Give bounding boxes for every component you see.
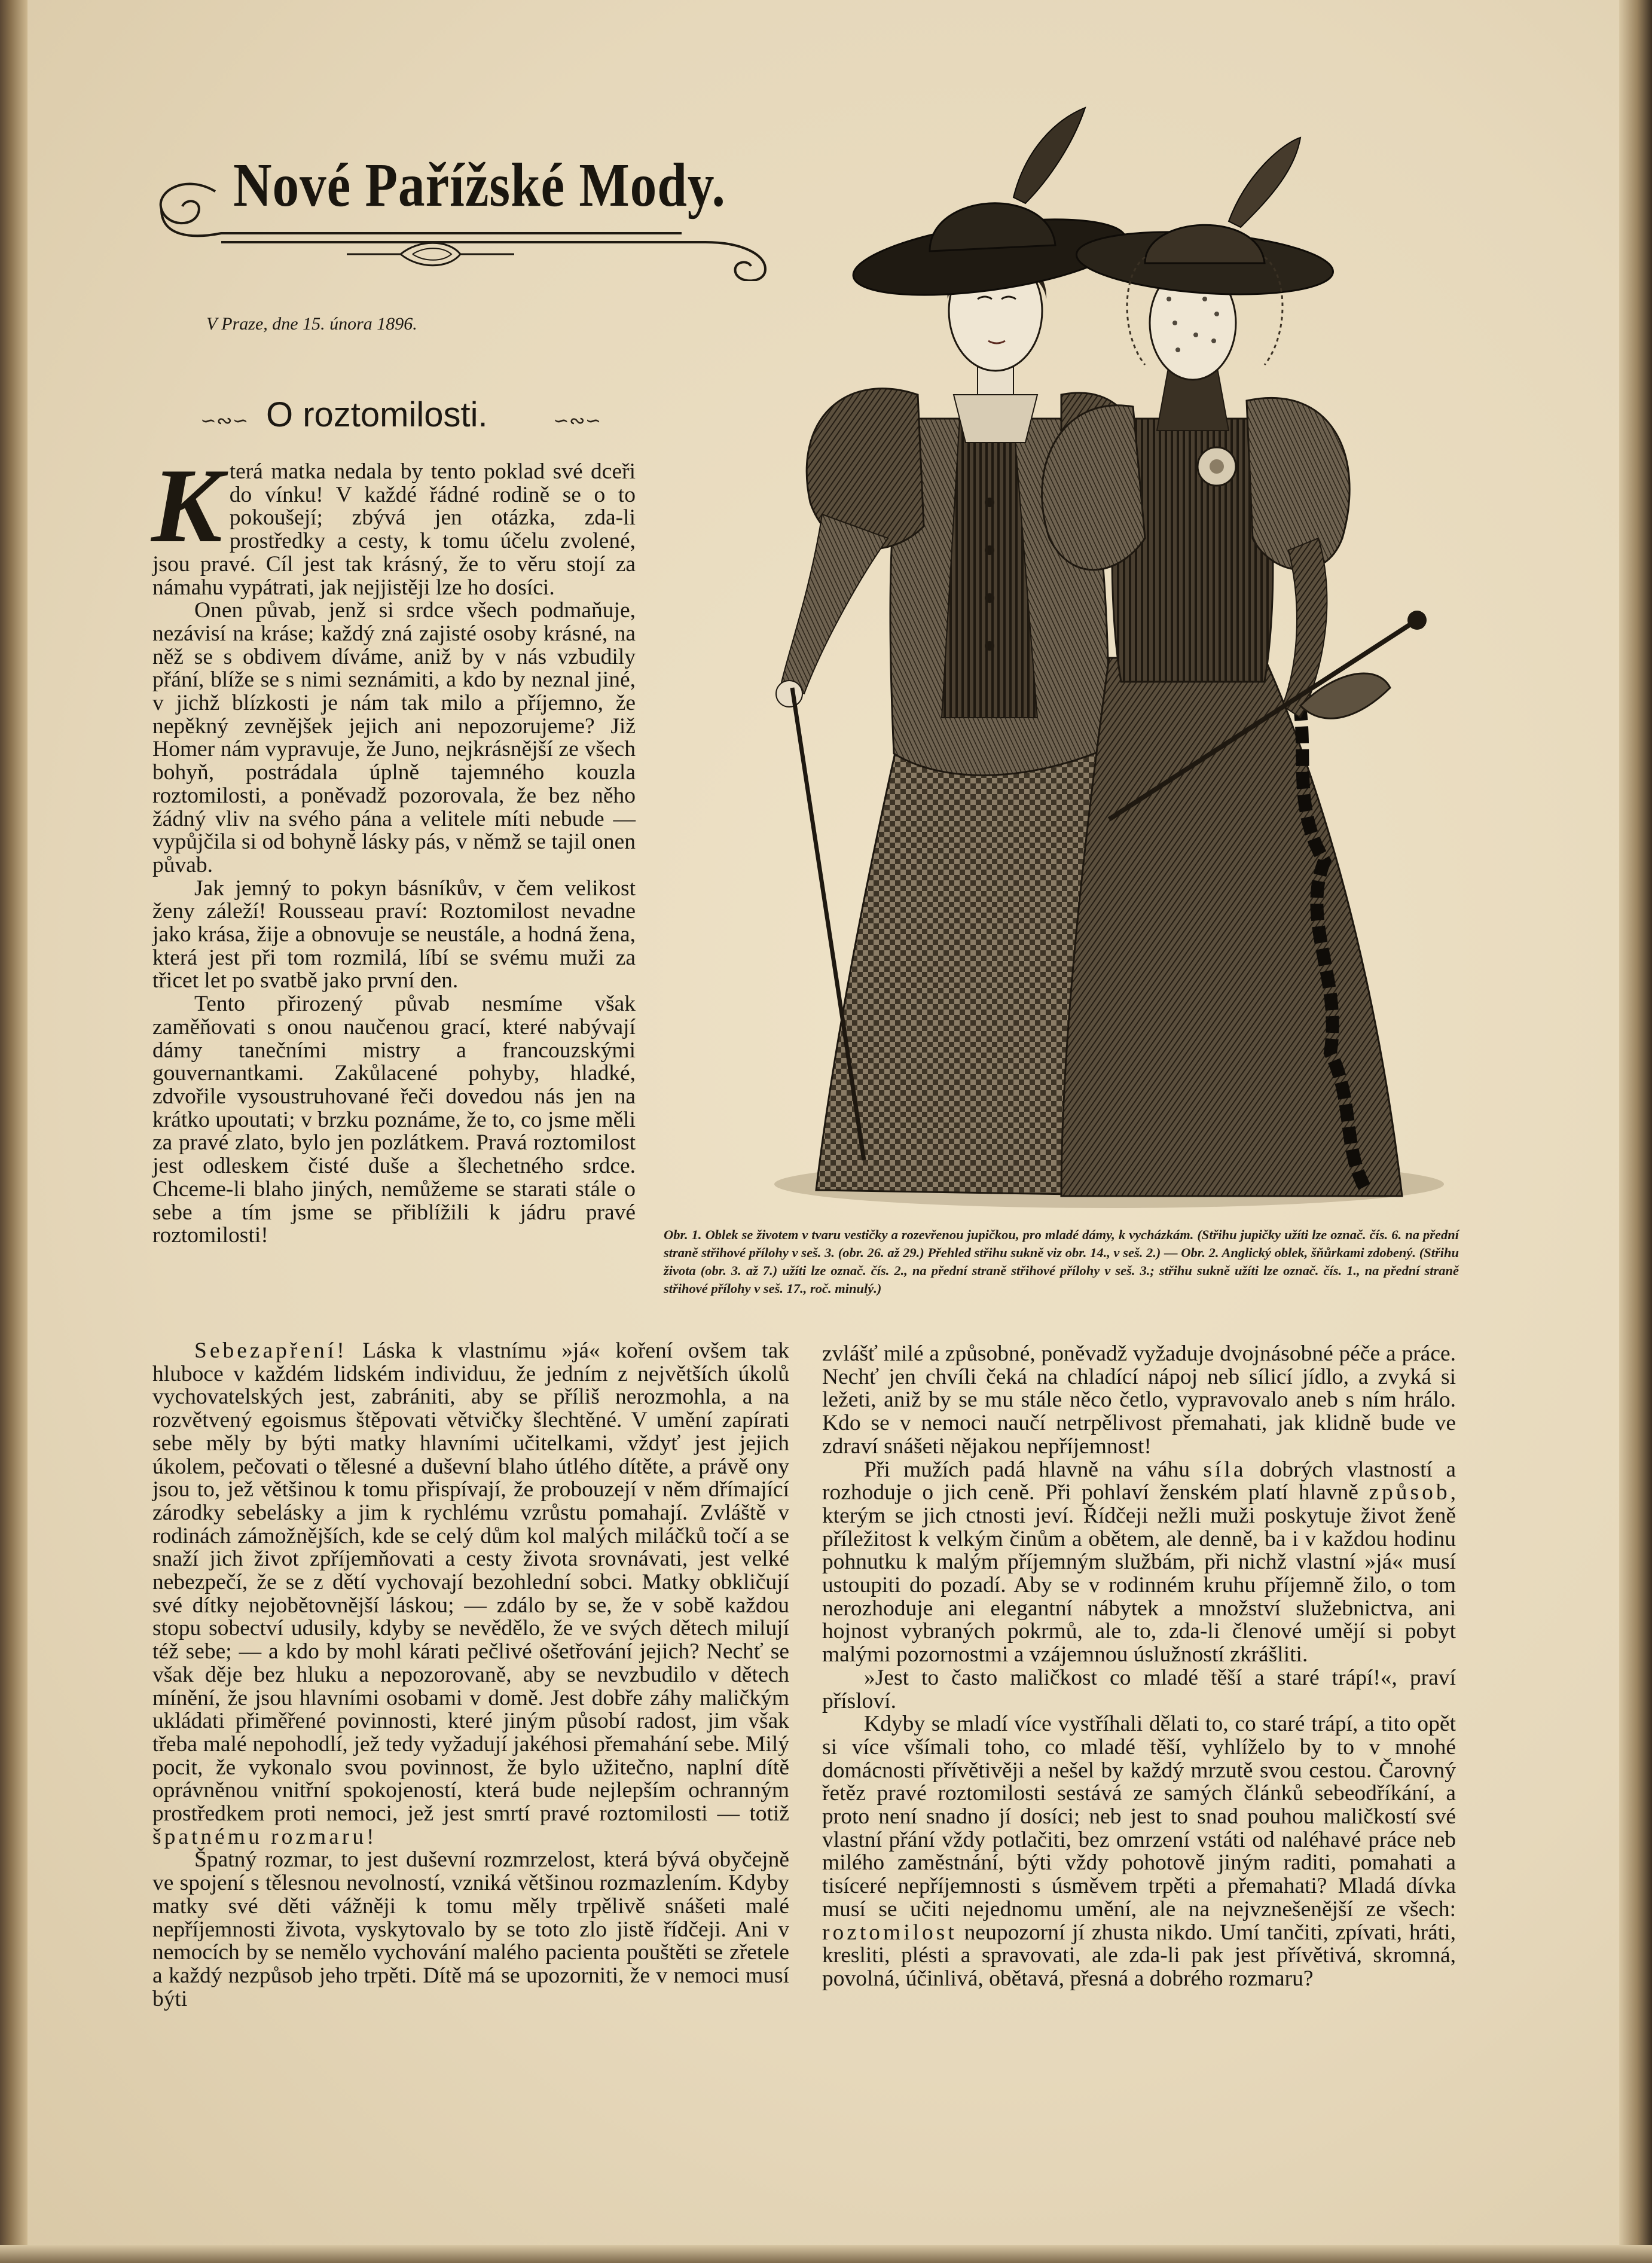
article-column-left [151,446,636,1248]
masthead-title: Nové Pařížské Mody. [233,151,726,219]
ornament-left: ∽∾∽ [200,410,249,431]
ornament-right: ∽∾∽ [553,410,601,431]
p8-spaced-2: způsob [1369,1480,1451,1505]
paragraph-8 [822,1459,1456,1667]
spaced-emphasis: Sebezapření! [194,1338,347,1363]
paragraph-1 [151,446,636,600]
paragraph-10 [822,1713,1456,1990]
article-title: O roztomilosti. [266,395,488,434]
paragraph-3: Jak jemný to pokyn básníkův, v čem velikost ženy záleží! Rousseau praví: Roztomilost nevadne jako krása, žije a obnovuje se neustále, a hodná žena, která jest při tom rozmilá, líbí se svému muži za třicet let po svatbě jako první den. [152,876,636,993]
paragraph-5 [152,1340,789,1849]
spaced-emphasis-end: špatnému rozmaru! [152,1824,377,1849]
p10-a: Kdyby se mladí více vystříhali dělati to, co staré trápí, a tito opět si více všímali toho, co mladé těší, vyhlíželo by to v mnohé domácnosti přívětivěji a nešel by každý mrzutě svou cestou. Čarovný řetěz pravé roztomilosti sestává ze samých článků sebeodříkání, a proto není snadno jí dosíci; neb jest to snad pouhou maličkostí své vlastní přání vždy potlačiti, bez omrzení vstáti od naléhavé práce neb milého zaměstnání, býti vždy pohotově jiným raditi, pomahati a tisíceré nepříjemnosti s úsměvem trpěti a přemahati? Mladá dívka musí se učiti nejednomu umění, ale na nejvznešenější ze všech: [822,1712,1456,1922]
paragraph-4: Tento přirozený půvab nesmíme však zaměňovati s onou naučenou grací, které nabývají dámy tanečními mistry a francouzskými gouvernantkami. Zakůlacené pohyby, hladké, zdvořile vysoustruhované řeči dovedou nás jen na krátko upoutati; v brzku poznáme, že to, co jsme měli za pravé zlato, bylo jen pozlátkem. Pravá roztomilost jest odleskem čisté duše a šlechetného srdce. Chceme-li blaho jiných, nemůžeme se starati stále o sebe a tím jsme se přiblížili k jádru pravé roztomilosti! [152,992,636,1248]
paragraph-5-text: Láska k vlastnímu »já« koření ovšem tak hluboce v každém lidském individuu, že jedním z největších úkolů vychovatelských jest, zabrániti, aby se příliš nerozmohla, a na rozvětvený egoismus štěpovati větvičky šlechtěné. V umění zapírati sebe měly by býti matky hlavními učitelkami, vždyť jest jejich úkolem, pečovati o tělesné a duševní blaho útlého dítěte, a právě ony jsou to, jež většinou k tomu přispívají, že probouzejí v něm dřímající zárodky sebelásky a jim k rychlému vzrůstu pomahají. Zvláště v rodinách zámožnějších, kde se celý dům kol malých miláčků točí a se snaží jich život zpříjemňovati a cesty života srovnávati, jest velké nebezpečí, že se z dětí vychovají bezohlední sobci. Matky obkličují své dítky nejobětovnější láskou; — zdálo by se, že v sobě každou stopu sobectví udusily, kdyby se nevědělo, že ve svých dětech milují též sebe; — a kdo by mohl kárati pečlivé ošetřování jejich? Nechť se však děje bez hluku a nepozorovaně, aby se nevzbudilo v dětech mínění, že jsou hlavními osobami v domě. Jest dobře záhy maličkým ukládati přiměřené povinnosti, které jiným působí radost, jim však třeba malé nepohodlí, jež tedy vyžadují jakéhosi přemahání sebe. Milý pocit, že vykonalo svou povinnost, že bylo užitečno, naplní dítě oprávněnou vnitřní spokojeností, která bude nejlepším ochranným prostředkem proti nemoci, jež jest smrtí pravé roztomilosti — totiž [152,1338,789,1826]
p8-b: dobrých vlastností a rozhoduje o jich ceně. Při pohlaví ženském platí hlavně [822,1457,1456,1505]
drop-cap: K [151,446,222,565]
fashion-illustration [691,84,1513,1226]
article-column-lower-left [152,1340,789,2011]
p8-a: Při mužích padá hlavně na váhu [864,1457,1204,1482]
paragraph-1-text: terá matka nedala by tento poklad své dceři do vínku! V každé řádné rodině se o to pokoušejí; zbývá jen otázka, zda-li prostředky a cesty, k tomu účelu zvolené, jsou pravé. Cíl jest tak krásný, že to věru stojí za námahu vypátrati, jak nejjistěji lze ho dosíci. [152,459,636,600]
section-heading [200,395,631,437]
paragraph-6: Špatný rozmar, to jest duševní rozmrzelost, která bývá obyčejně ve spojení s tělesnou nevolností, vzniká většinou rozmazlením. Kdyby matky své děti vážněji k tomu měly trpělivě snášeti malé nepříjemnosti života, vyskytovalo by se toto zlo jistě řídčeji. Ani v nemocích by se nemělo vychování malého pacienta pouštěti se zřetele a každý nezpůsob jeho trpěti. Dítě má se upozorniti, že v nemoci musí býti [152,1847,789,2011]
binding-edge [0,0,28,2263]
page-bottom-edge [0,2245,1652,2263]
dateline: V Praze, dne 15. února 1896. [206,314,417,334]
masthead [149,138,783,281]
p10-b: neupozorní jí zhusta nikdo. Umí tančiti, zpívati, hráti, kresliti, plésti a spravovati, ale zda-li pak jest přívětivá, skromná, povolná, účinlivá, obětavá, přesná a dobrého rozmaru? [822,1920,1456,1991]
paragraph-9: »Jest to často maličkost co mladé těší a staré trápí!«, praví přísloví. [822,1665,1456,1713]
figure-caption: Obr. 1. Oblek se životem v tvaru vestičky a rozevřenou jupičkou, pro mladé dámy, k vycházkám. (Střihu jupičky užíti lze označ. čís. 6. na přední straně střihové přílohy v seš. 3. (obr. 26. až 29.) Přehled střihu sukně viz obr. 14., v seš. 2.) — Obr. 2. Anglický oblek, šňůrkami zdobený. (Střihu života (obr. 3. až 7.) užíti lze označ. čís. 2., na přední straně střihové přílohy v seš. 3.; střihu sukně užíti lze označ. čís. 1., na přední straně střihové přílohy v seš. 17., roč. minulý.) [664,1227,1459,1296]
p8-spaced-1: síla [1203,1457,1247,1482]
page-edge [1619,0,1652,2263]
paragraph-7: zvlášť milé a způsobné, poněvadž vyžaduje dvojnásobné péče a práce. Nechť jen chvíli čeká na chladící nápoj neb sílicí jídlo, a zvyká si ležeti, aniž by se mu stále něco četlo, vypravovalo aneb s ním hrálo. Kdo se v nemoci naučí netrpělivost přemahati, jak klidně bude ve zdraví snášeti nějakou nepříjemnost! [822,1341,1456,1459]
article-column-right [822,1343,1456,1991]
p8-c: , kterým se jich ctnosti jeví. Řídčeji nežli muži poskytuje život ženě příležitost k velkým činům a obětem, ale denně, ba i v každou hodinu pohnutku k malým příjemným službám, při nichž vlastní »já« musí ustoupiti do pozadí. Aby se v rodinném kruhu příjemně žilo, o tom nerozhoduje ani elegantní nábytek a množství služebnictva, ani hojnost vybraných pokrmů, ale to, zda-li členové umějí si pobyt malými pozornostmi a vzájemnou úslužností zkrášliti. [822,1480,1456,1667]
two-ladies-engraving [691,84,1513,1226]
paragraph-2: Onen půvab, jenž si srdce všech podmaňuje, nezávisí na kráse; každý zná zajisté osoby krásné, na něž se s obdivem díváme, aniž by v nás vzbudily přání, blíže se s nimi seznámiti, a kdo by neznal jiné, v jichž blízkosti je nám tak milo a příjemno, že nepěkný zevnějšek jejich ani nepozorujeme? Již Homer nám vypravuje, že Juno, nejkrásnější ze všech bohyň, postrádala úplně tajemného kouzla roztomilosti, a poněvadž pozorovala, že bez něho žádný vliv na svého pána a velitele míti nebude — vypůjčila si od bohyně lásky pás, v němž se tajil onen půvab. [152,598,636,877]
p10-spaced: roztomilost [822,1920,957,1945]
